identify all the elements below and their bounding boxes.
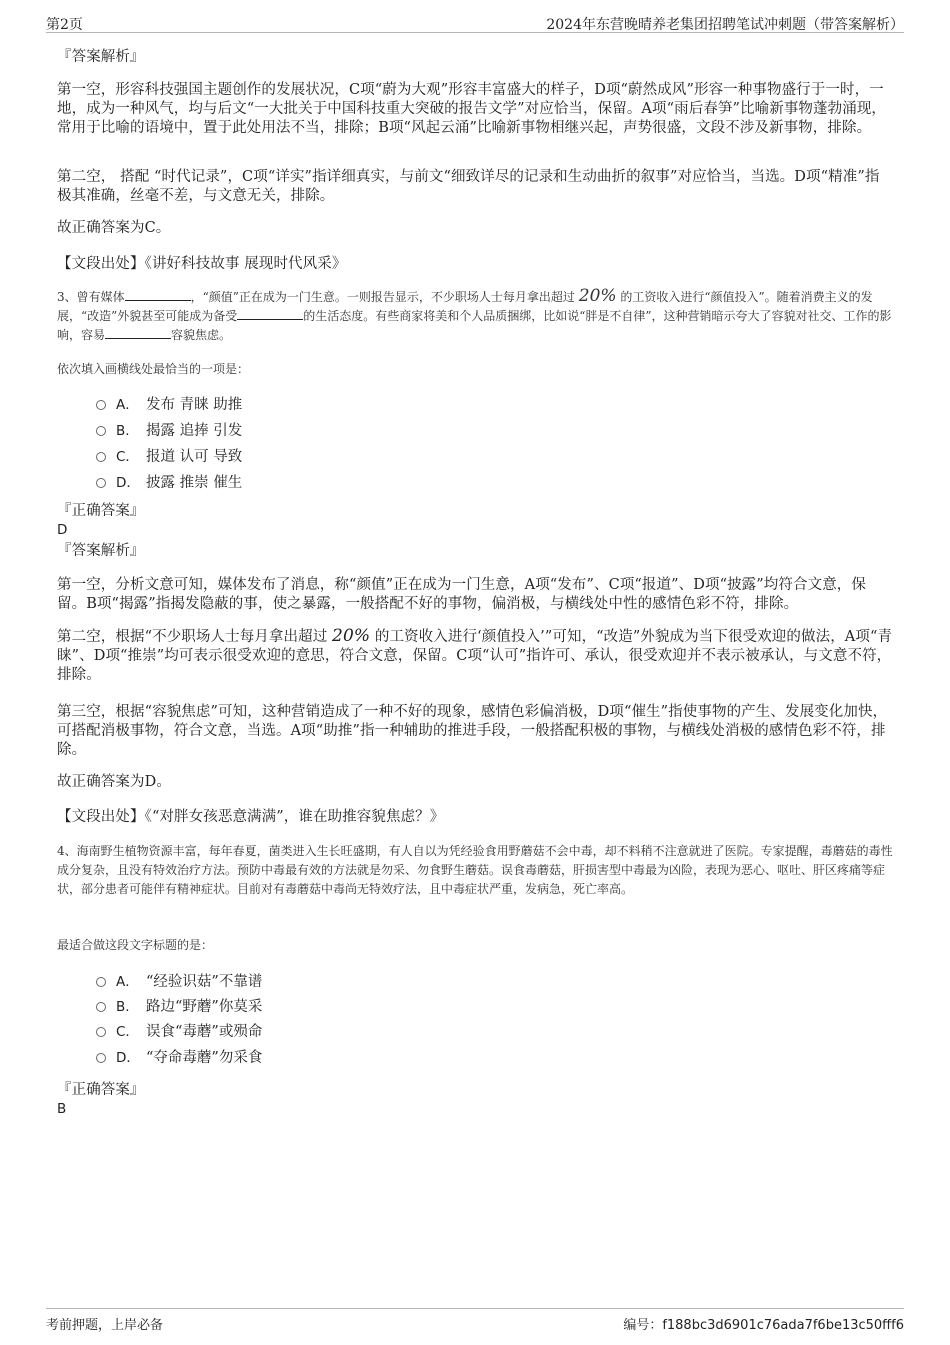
q3-prompt: 依次填入画横线处最恰当的一项是： (57, 362, 250, 376)
q4-stem: 4、海南野生植物资源丰富，每年春夏，菌类进入生长旺盛期，有人自以为凭经验食用野蘑菇不会中毒，却不料稍不注意就进了医院。专家提醒，毒蘑菇的毒性成分复杂，且没有特效治疗方法。预防中毒最有效的方法就是勿采、勿食野生蘑菇。误食毒蘑菇，肝损害型中毒最为凶险，表现为恶心、呕吐、肝区疼痛等症状，部分患者可能伴有精神症状。目前对有毒蘑菇中毒尚无特效疗法，且中毒症状严重，发病急，死亡率高。 (57, 844, 893, 896)
option-text: 披露 推崇 催生 (146, 475, 243, 491)
option-text: 误食“毒蘑”或殒命 (146, 1024, 263, 1040)
option-label: C． (116, 1024, 139, 1040)
q3-stem (57, 287, 895, 345)
q3-para2-part: 第二空，根据“不少职场人士每月拿出超过 (57, 629, 328, 645)
option-text: 揭露 追捧 引发 (146, 423, 243, 439)
q2-analysis-heading: 『答案解析』 (57, 49, 145, 65)
radio-icon[interactable] (96, 426, 106, 436)
q3-analysis-para1: 第一空，分析文意可知，媒体发布了消息，称“颜值”正在成为一门生意，A项“发布”、C项“报道”、D项“披露”均符合文意，保留。B项“揭露”指揭发隐蔽的事，使之暴露，一般搭配不好的事物，偏消极，与横线处中性的感情色彩不符，排除。 (57, 577, 866, 612)
q4-answer: B (57, 1101, 67, 1117)
q3-analysis-para3: 第三空，根据“容貌焦虑”可知，这种营销造成了一种不好的现象，感情色彩偏消极，D项“催生”指使事物的产生、发展变化加快，可搭配消极事物，符合文意，当选。A项“助推”指一种辅助的推进手段，一般搭配积极的事物，与横线处消极的感情色彩不符，排除。 (57, 704, 888, 758)
radio-icon[interactable] (96, 452, 106, 462)
option-label: B． (116, 423, 139, 439)
q4-option-c[interactable] (96, 1023, 262, 1042)
q2-analysis-para1: 第一空，形容科技强国主题创作的发展状况，C项“蔚为大观”形容丰富盛大的样子，D项“蔚然成风”形容一种事物盛行于一时，一地，成为一种风气，均与后文“一大批关于中国科技重大突破的报告文学”对应恰当，保留。A项“雨后春笋”比喻新事物蓬勃涌现，常用于比喻的语境中，置于此处用法不当，排除；B项“风起云涌”比喻新事物相继兴起，声势很盛，文段不涉及新事物，排除。 (57, 82, 887, 136)
q3-stem-part: 的工资收入进行“颜值投入”。随着消费主义的发展，“改造”外貌甚至可能成为备受 (57, 290, 873, 323)
q4-option-b[interactable] (96, 998, 262, 1017)
q3-stem-part: 容貌焦虑。 (171, 328, 232, 342)
page-header (46, 12, 904, 33)
q2-source: 【文段出处】《讲好科技故事 展现时代风采》 (57, 256, 347, 272)
q3-stem-part: 的生活态度。有些商家将美和个人品质捆绑，比如说“胖是不自律”，这种营销暗示夸大了容貌对社交、工作的影响，容易 (57, 309, 892, 342)
option-text: 路边“野蘑”你莫采 (146, 999, 263, 1015)
q3-answer-heading: 『正确答案』 (57, 503, 145, 519)
q2-conclusion: 故正确答案为C。 (57, 220, 171, 236)
q4-option-a[interactable] (96, 973, 262, 992)
answer-blank (237, 307, 303, 320)
radio-icon[interactable] (96, 1053, 106, 1063)
radio-icon[interactable] (96, 400, 106, 410)
radio-icon[interactable] (96, 977, 106, 987)
option-text: “夺命毒蘑”勿采食 (146, 1050, 263, 1066)
q3-option-a[interactable] (96, 396, 242, 415)
page-number: 第2页 (46, 17, 83, 33)
radio-icon[interactable] (96, 1002, 106, 1012)
option-label: A． (116, 974, 139, 990)
q3-para2-part: 的工资收入进行‘颜值投入’”可知，“改造”外貌成为当下很受欢迎的做法，A项“青睐”、D项“推崇”均可表示很受欢迎的意思，符合文意，保留。C项“认可”指许可、承认，很受欢迎并不表示被承认，与文意不符，排除。 (57, 629, 893, 683)
document-id: 编号：f188bc3d6901c76ada7f6be13c50fff6 (623, 1318, 904, 1333)
answer-blank (105, 326, 171, 339)
percent-value: 20% (578, 286, 617, 306)
q3-analysis-heading: 『答案解析』 (57, 543, 145, 559)
q2-analysis-para2: 第二空， 搭配 “时代记录”，C项“详实”指详细真实，与前文“细致详尽的记录和生动曲折的叙事”对应恰当，当选。D项“精准”指 极其准确，丝毫不差，与文意无关，排除。 (57, 169, 880, 204)
q3-conclusion: 故正确答案为D。 (57, 774, 171, 790)
q3-answer: D (57, 522, 68, 538)
q4-answer-heading: 『正确答案』 (57, 1082, 145, 1098)
page-footer (46, 1308, 904, 1333)
percent-value: 20% (332, 626, 371, 646)
radio-icon[interactable] (96, 478, 106, 488)
q3-stem-part: ，“颜值”正在成为一门生意。一则报告显示，不少职场人士每月拿出超过 (190, 290, 575, 304)
radio-icon[interactable] (96, 1027, 106, 1037)
q4-option-d[interactable] (96, 1049, 262, 1068)
q3-option-c[interactable] (96, 448, 242, 467)
option-label: A． (116, 397, 139, 413)
answer-blank (125, 288, 191, 301)
option-text: 发布 青睐 助推 (146, 397, 243, 413)
option-label: D． (116, 1050, 140, 1066)
option-label: C． (116, 449, 139, 465)
footer-slogan: 考前押题，上岸必备 (46, 1318, 164, 1333)
q3-option-d[interactable] (96, 474, 242, 493)
option-text: “经验识菇”不靠谱 (146, 974, 263, 990)
q3-analysis-para2 (57, 627, 895, 685)
q4-prompt: 最适合做这段文字标题的是： (57, 938, 214, 952)
option-label: B． (116, 999, 139, 1015)
option-label: D． (116, 475, 140, 491)
q3-stem-part: 3、曾有媒体 (57, 290, 125, 304)
q3-option-b[interactable] (96, 422, 242, 441)
option-text: 报道 认可 导致 (146, 449, 243, 465)
q3-source: 【文段出处】《“对胖女孩恶意满满”，谁在助推容貌焦虑？》 (57, 809, 445, 825)
document-title: 2024年东营晚晴养老集团招聘笔试冲刺题（带答案解析） (546, 17, 904, 33)
